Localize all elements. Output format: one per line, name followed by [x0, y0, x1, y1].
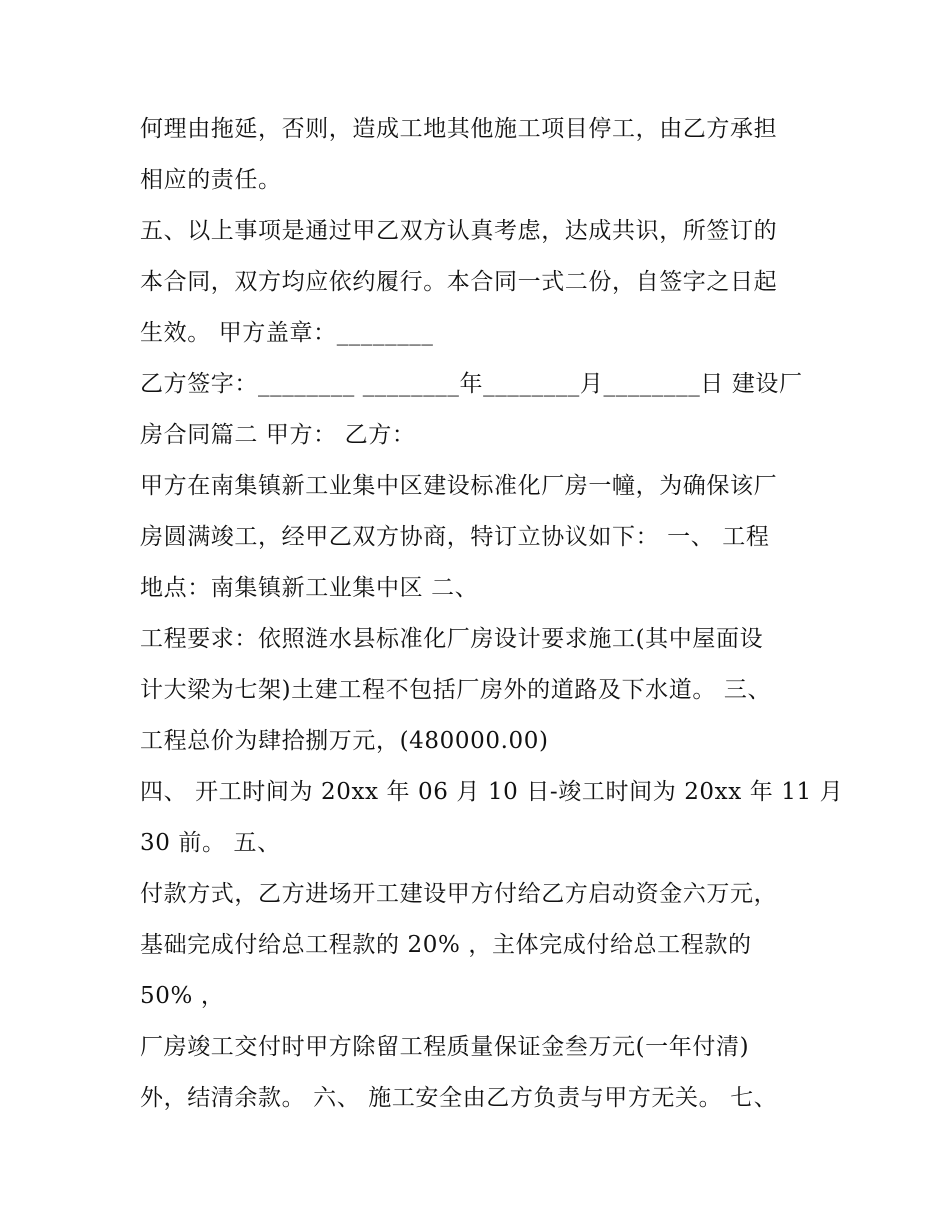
text-line-9: 房圆满竣工，经甲乙双方协商，特订立协议如下： 一、 工程: [140, 524, 770, 550]
text-line-4: 本合同，双方均应依约履行。本合同一式二份，自签字之日起: [140, 269, 778, 295]
text-line-13: 工程总价为肆拾捌万元，(480000.00): [140, 728, 549, 754]
text-line-2: 相应的责任。: [140, 167, 282, 193]
text-line-15: 30 前。 五、: [140, 830, 281, 856]
text-line-10: 地点：南集镇新工业集中区 二、: [140, 575, 479, 601]
text-line-17: 基础完成付给总工程款的 20% ，主体完成付给总工程款的: [140, 932, 752, 958]
contract-text-body: [140, 104, 844, 1124]
text-line-19: 厂房竣工交付时甲方除留工程质量保证金叁万元(一年付清): [140, 1034, 750, 1060]
text-line-5: 生效。 甲方盖章：________: [140, 320, 434, 346]
text-line-8: 甲方在南集镇新工业集中区建设标准化厂房一幢，为确保该厂: [140, 473, 778, 499]
text-line-20: 外，结清余款。 六、 施工安全由乙方负责与甲方无关。 七、: [140, 1085, 778, 1111]
text-line-7: 房合同篇二 甲方： 乙方：: [140, 422, 416, 448]
text-line-12: 计大梁为七架)土建工程不包括厂房外的道路及下水道。 三、: [140, 677, 772, 703]
text-line-16: 付款方式，乙方进场开工建设甲方付给乙方启动资金六万元，: [140, 881, 778, 907]
text-line-14: 四、 开工时间为 20xx 年 06 月 10 日-竣工时间为 20xx 年 11 月: [140, 779, 844, 805]
text-line-18: 50% ，: [140, 983, 225, 1009]
text-line-6: 乙方签字：________ ________年________月________日 建设厂: [140, 371, 803, 397]
text-line-3: 五、以上事项是通过甲乙双方认真考虑，达成共识，所签订的: [140, 218, 778, 244]
text-line-1: 何理由拖延，否则，造成工地其他施工项目停工，由乙方承担: [140, 116, 778, 142]
text-line-11: 工程要求：依照涟水县标准化厂房设计要求施工(其中屋面设: [140, 626, 764, 652]
